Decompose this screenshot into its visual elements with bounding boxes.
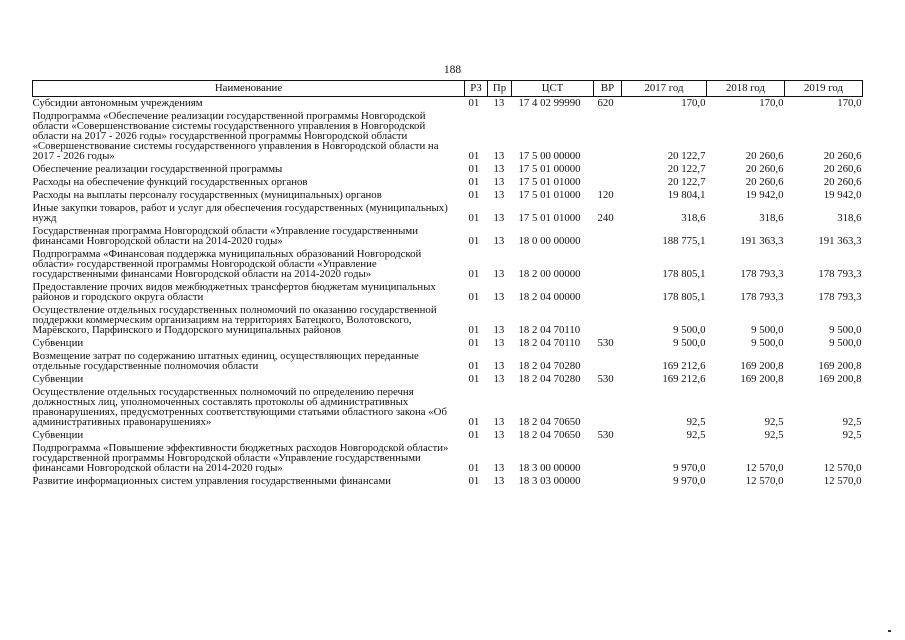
header-pr: Пр bbox=[488, 81, 512, 97]
cell-pr: 13 bbox=[493, 212, 505, 224]
cell-y2018: 318,6 bbox=[759, 212, 784, 224]
cell-y2018: 9 500,0 bbox=[751, 337, 784, 349]
cell-y2017: 20 122,7 bbox=[667, 150, 706, 162]
table-row bbox=[33, 247, 863, 280]
cell-vr: 620 bbox=[597, 97, 614, 109]
cell-pr: 13 bbox=[493, 337, 505, 349]
header-cst: ЦСТ bbox=[512, 81, 594, 97]
cell-y2019: 178 793,3 bbox=[818, 268, 862, 280]
cell-vr bbox=[594, 224, 622, 247]
cell-y2019: 178 793,3 bbox=[818, 291, 862, 303]
cell-rz: 01 bbox=[468, 360, 480, 372]
table-row bbox=[33, 428, 863, 441]
cell-y2019: 20 260,6 bbox=[823, 150, 862, 162]
cell-cst: 17 5 01 01000 bbox=[518, 189, 581, 201]
cell-vr bbox=[594, 474, 622, 487]
cell-y2017: 178 805,1 bbox=[662, 268, 706, 280]
cell-y2018: 20 260,6 bbox=[745, 163, 784, 175]
cell-rz: 01 bbox=[468, 373, 480, 385]
table-row bbox=[33, 162, 863, 175]
table-row bbox=[33, 109, 863, 162]
cell-y2019: 170,0 bbox=[837, 97, 862, 109]
cell-name: Развитие информационных систем управления государственными финансами bbox=[32, 475, 391, 487]
cell-y2018: 20 260,6 bbox=[745, 150, 784, 162]
table-row bbox=[33, 188, 863, 201]
cell-pr: 13 bbox=[493, 475, 505, 487]
cell-name: Субвенции bbox=[32, 337, 84, 349]
cell-rz: 01 bbox=[468, 150, 480, 162]
cell-rz: 01 bbox=[468, 176, 480, 188]
cell-rz: 01 bbox=[468, 416, 480, 428]
cell-vr bbox=[594, 349, 622, 372]
table-row bbox=[33, 280, 863, 303]
cell-y2018: 12 570,0 bbox=[745, 475, 784, 487]
cell-pr: 13 bbox=[493, 416, 505, 428]
cell-cst: 18 2 00 00000 bbox=[518, 268, 581, 280]
cell-name: Субсидии автономным учреждениям bbox=[32, 97, 203, 109]
cell-rz: 01 bbox=[468, 475, 480, 487]
cell-cst: 18 2 04 00000 bbox=[518, 291, 581, 303]
cell-y2018: 19 942,0 bbox=[745, 189, 784, 201]
cell-vr: 530 bbox=[597, 373, 614, 385]
cell-pr: 13 bbox=[493, 150, 505, 162]
table-row bbox=[33, 385, 863, 428]
cell-pr: 13 bbox=[493, 373, 505, 385]
table-row bbox=[33, 175, 863, 188]
cell-pr: 13 bbox=[493, 324, 505, 336]
cell-y2017: 170,0 bbox=[681, 97, 706, 109]
cell-name: Подпрограмма «Финансовая поддержка муниципальных образований Новгородской области» государственной программы Новгородской области «Управление государственными финансами Новгородской области на 2014-2020 годы» bbox=[32, 248, 422, 280]
cell-y2018: 169 200,8 bbox=[740, 360, 784, 372]
cell-name: Возмещение затрат по содержанию штатных единиц, осуществляющих переданные отдельные государственные полномочия области bbox=[32, 350, 419, 372]
cell-name: Подпрограмма «Обеспечение реализации государственной программы Новгородской области «Совершенствование системы государственного управления в Новгородской области на 2017 - 2026 годы» государственной программы Новгородской области «Совершенствование системы государственного управления в Новгородской области на 2017 - 2026 годы» bbox=[32, 110, 439, 162]
cell-y2017: 9 500,0 bbox=[673, 337, 706, 349]
cell-y2017: 20 122,7 bbox=[667, 176, 706, 188]
cell-y2018: 191 363,3 bbox=[740, 235, 784, 247]
cell-rz: 01 bbox=[468, 462, 480, 474]
table-row bbox=[33, 97, 863, 110]
table-row bbox=[33, 336, 863, 349]
cell-y2017: 9 970,0 bbox=[673, 475, 706, 487]
cell-y2017: 9 970,0 bbox=[673, 462, 706, 474]
cell-y2019: 191 363,3 bbox=[818, 235, 862, 247]
cell-vr bbox=[594, 280, 622, 303]
cell-pr: 13 bbox=[493, 97, 505, 109]
table-row bbox=[33, 201, 863, 224]
cell-y2017: 19 804,1 bbox=[667, 189, 706, 201]
page-number: 188 bbox=[443, 64, 462, 76]
cell-y2017: 169 212,6 bbox=[662, 360, 706, 372]
cell-y2018: 20 260,6 bbox=[745, 176, 784, 188]
header-2017: 2017 год bbox=[622, 81, 707, 97]
cell-cst: 18 2 04 70110 bbox=[518, 337, 581, 349]
cell-name: Обеспечение реализации государственной программы bbox=[32, 163, 283, 175]
cell-pr: 13 bbox=[493, 163, 505, 175]
cell-y2019: 169 200,8 bbox=[818, 373, 862, 385]
cell-vr bbox=[594, 175, 622, 188]
scan-mark bbox=[888, 630, 891, 632]
table-row bbox=[33, 224, 863, 247]
cell-y2019: 19 942,0 bbox=[823, 189, 862, 201]
cell-name: Осуществление отдельных государственных полномочий по определению перечня должностных лиц, уполномоченных составлять протоколы об административных правонарушениях, предусмотренных соответствующими статьями областного закона «Об административных правонарушениях» bbox=[32, 386, 447, 428]
cell-cst: 18 3 00 00000 bbox=[518, 462, 581, 474]
cell-y2018: 178 793,3 bbox=[740, 291, 784, 303]
cell-vr bbox=[594, 303, 622, 336]
cell-y2018: 12 570,0 bbox=[745, 462, 784, 474]
cell-cst: 18 0 00 00000 bbox=[518, 235, 581, 247]
cell-vr: 240 bbox=[597, 212, 614, 224]
cell-cst: 17 4 02 99990 bbox=[518, 97, 581, 109]
cell-name: Расходы на выплаты персоналу государственных (муниципальных) органов bbox=[32, 189, 382, 201]
table-row bbox=[33, 441, 863, 474]
cell-cst: 17 5 01 00000 bbox=[518, 163, 581, 175]
cell-y2017: 318,6 bbox=[681, 212, 706, 224]
cell-vr bbox=[594, 109, 622, 162]
cell-rz: 01 bbox=[468, 212, 480, 224]
cell-vr bbox=[594, 162, 622, 175]
header-rz: РЗ bbox=[465, 81, 488, 97]
cell-pr: 13 bbox=[493, 429, 505, 441]
cell-rz: 01 bbox=[468, 291, 480, 303]
cell-name: Иные закупки товаров, работ и услуг для обеспечения государственных (муниципальных) нужд bbox=[32, 202, 448, 224]
cell-y2018: 9 500,0 bbox=[751, 324, 784, 336]
cell-rz: 01 bbox=[468, 97, 480, 109]
cell-y2019: 20 260,6 bbox=[823, 163, 862, 175]
header-2019: 2019 год bbox=[785, 81, 863, 97]
cell-y2017: 9 500,0 bbox=[673, 324, 706, 336]
header-vr: ВР bbox=[594, 81, 622, 97]
cell-name: Подпрограмма «Повышение эффективности бюджетных расходов Новгородской области» государственной программы Новгородской области «Управление государственными финансами Новгородской области на 2014-2020 годы» bbox=[32, 442, 449, 474]
budget-table bbox=[32, 80, 863, 487]
cell-name: Предоставление прочих видов межбюджетных трансфертов бюджетам муниципальных районов и городского округа области bbox=[32, 281, 436, 303]
cell-cst: 18 2 04 70280 bbox=[518, 360, 581, 372]
cell-y2019: 92,5 bbox=[842, 416, 862, 428]
cell-name: Субвенции bbox=[32, 429, 84, 441]
cell-vr: 530 bbox=[597, 429, 614, 441]
cell-vr bbox=[594, 385, 622, 428]
cell-y2019: 20 260,6 bbox=[823, 176, 862, 188]
cell-cst: 18 3 03 00000 bbox=[518, 475, 581, 487]
cell-y2017: 178 805,1 bbox=[662, 291, 706, 303]
header-2018: 2018 год bbox=[707, 81, 785, 97]
table-row bbox=[33, 303, 863, 336]
cell-name: Расходы на обеспечение функций государственных органов bbox=[32, 176, 308, 188]
cell-vr: 530 bbox=[597, 337, 614, 349]
cell-y2019: 169 200,8 bbox=[818, 360, 862, 372]
cell-rz: 01 bbox=[468, 235, 480, 247]
cell-cst: 17 5 00 00000 bbox=[518, 150, 581, 162]
cell-y2019: 318,6 bbox=[837, 212, 862, 224]
cell-cst: 17 5 01 01000 bbox=[518, 212, 581, 224]
cell-cst: 17 5 01 01000 bbox=[518, 176, 581, 188]
cell-rz: 01 bbox=[468, 337, 480, 349]
cell-y2018: 92,5 bbox=[764, 416, 784, 428]
cell-rz: 01 bbox=[468, 189, 480, 201]
table-row bbox=[33, 474, 863, 487]
cell-rz: 01 bbox=[468, 268, 480, 280]
cell-y2019: 12 570,0 bbox=[823, 475, 862, 487]
cell-cst: 18 2 04 70280 bbox=[518, 373, 581, 385]
table-body bbox=[33, 97, 863, 488]
cell-vr bbox=[594, 247, 622, 280]
cell-pr: 13 bbox=[493, 462, 505, 474]
cell-y2019: 12 570,0 bbox=[823, 462, 862, 474]
cell-vr: 120 bbox=[597, 189, 614, 201]
cell-name: Субвенции bbox=[32, 373, 84, 385]
cell-y2018: 170,0 bbox=[759, 97, 784, 109]
cell-rz: 01 bbox=[468, 324, 480, 336]
cell-cst: 18 2 04 70650 bbox=[518, 416, 581, 428]
cell-cst: 18 2 04 70110 bbox=[518, 324, 581, 336]
cell-rz: 01 bbox=[468, 429, 480, 441]
cell-y2017: 169 212,6 bbox=[662, 373, 706, 385]
cell-y2019: 9 500,0 bbox=[829, 337, 862, 349]
cell-y2018: 92,5 bbox=[764, 429, 784, 441]
cell-pr: 13 bbox=[493, 189, 505, 201]
table-row bbox=[33, 372, 863, 385]
cell-pr: 13 bbox=[493, 268, 505, 280]
cell-pr: 13 bbox=[493, 291, 505, 303]
cell-y2018: 169 200,8 bbox=[740, 373, 784, 385]
cell-vr bbox=[594, 441, 622, 474]
table-row bbox=[33, 349, 863, 372]
table-header bbox=[33, 81, 863, 97]
cell-y2019: 9 500,0 bbox=[829, 324, 862, 336]
cell-y2017: 188 775,1 bbox=[662, 235, 706, 247]
cell-y2017: 92,5 bbox=[686, 429, 706, 441]
cell-pr: 13 bbox=[493, 360, 505, 372]
cell-pr: 13 bbox=[493, 235, 505, 247]
cell-y2017: 92,5 bbox=[686, 416, 706, 428]
cell-pr: 13 bbox=[493, 176, 505, 188]
cell-y2019: 92,5 bbox=[842, 429, 862, 441]
header-name: Наименование bbox=[33, 81, 465, 97]
cell-cst: 18 2 04 70650 bbox=[518, 429, 581, 441]
cell-rz: 01 bbox=[468, 163, 480, 175]
cell-name: Осуществление отдельных государственных полномочий по оказанию государственной поддержки коммерческим организациям на территориях Батецкого, Волотовского, Марёвского, Парфинского и Поддорского муниципальных районов bbox=[32, 304, 437, 336]
cell-y2018: 178 793,3 bbox=[740, 268, 784, 280]
cell-name: Государственная программа Новгородской области «Управление государственными финансами Новгородской области на 2014-2020 годы» bbox=[32, 225, 419, 247]
cell-y2017: 20 122,7 bbox=[667, 163, 706, 175]
